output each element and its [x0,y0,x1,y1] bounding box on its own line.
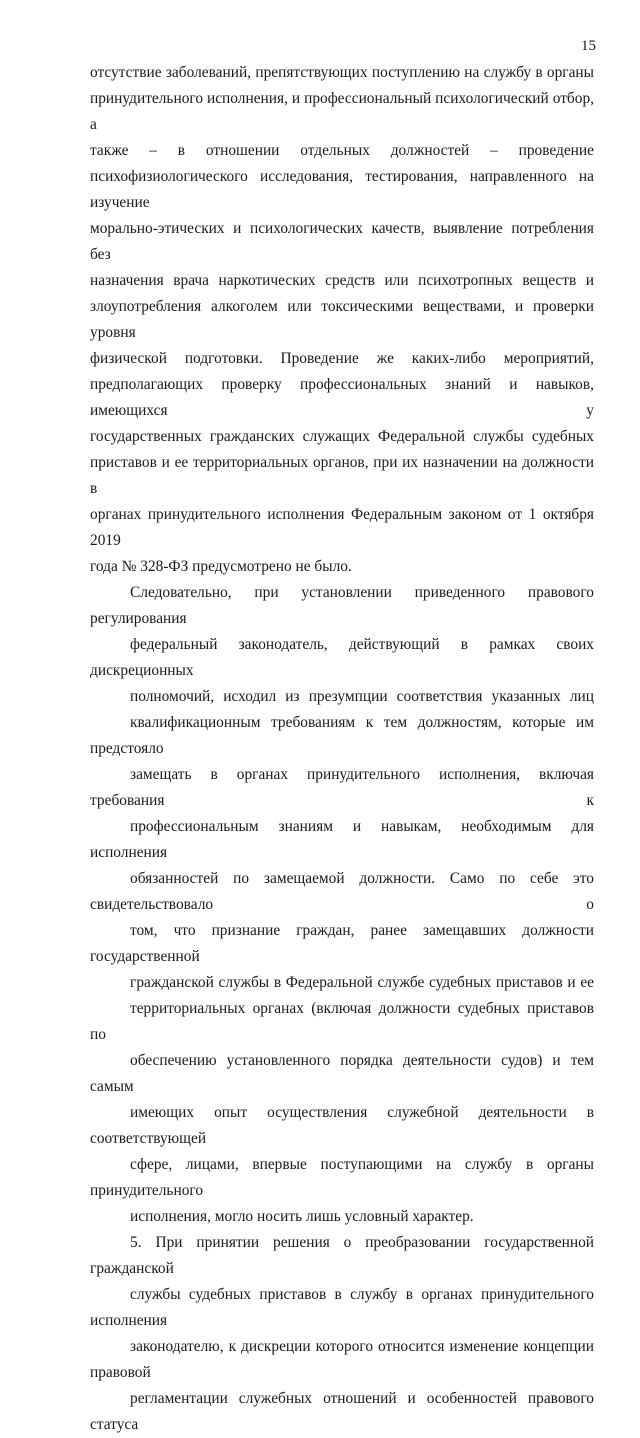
text-line: морально-этических и психологических качеств, выявление потребления без [90,220,594,263]
text-line: обязанностей по замещаемой должности. Само по себе это свидетельствовало о [90,870,594,913]
paragraph [90,60,594,580]
text-line: замещать в органах принудительного исполнения, включая требования к [90,766,594,809]
page-number: 15 [581,38,596,54]
text-line: том, что признание граждан, ранее замещавших должности государственной [90,922,594,965]
text-line: профессиональным знаниям и навыкам, необходимым для исполнения [90,818,594,861]
text-line: сфере, лицами, впервые поступающими на службу в органы принудительного [90,1156,594,1199]
text-line: Следовательно, при установлении приведенного правового регулирования [90,584,594,627]
text-line: физической подготовки. Проведение же каких-либо мероприятий, [90,350,594,367]
text-line: регламентации служебных отношений и особенностей правового статуса [90,1390,594,1433]
text-line: отсутствие заболеваний, препятствующих поступлению на службу в органы [90,64,594,81]
text-line: принудительного исполнения, и профессиональный психологический отбор, а [90,90,594,133]
text-line: государственных гражданских служащих Федеральной службы судебных [90,428,594,445]
text-line: квалификационным требованиям к тем должностям, которые им предстояло [90,714,594,757]
text-line: полномочий, исходил из презумпции соответствия указанных лиц [130,688,594,705]
text-line: предполагающих проверку профессиональных знаний и навыков, имеющихся у [90,376,594,419]
text-line: территориальных органах (включая должности судебных приставов по [90,1000,594,1043]
text-line: законодателю, к дискреции которого относится изменение концепции правовой [90,1338,594,1381]
text-line: 5. При принятии решения о преобразовании государственной гражданской [90,1234,594,1277]
paragraph [90,1230,594,1438]
text-line: органах принудительного исполнения Федеральным законом от 1 октября 2019 [90,506,594,549]
text-line: исполнения, могло носить лишь условный характер. [130,1208,474,1225]
text-line: года № 328-ФЗ предусмотрено не было. [90,558,352,575]
text-line: обеспечению установленного порядка деятельности судов) и тем самым [90,1052,594,1095]
text-line: имеющих опыт осуществления служебной деятельности в соответствующей [90,1104,594,1147]
text-line: службы судебных приставов в службу в органах принудительного исполнения [90,1286,594,1329]
text-line: также – в отношении отдельных должностей – проведение [90,142,594,159]
text-line: приставов и ее территориальных органов, при их назначении на должности в [90,454,594,497]
text-line: федеральный законодатель, действующий в рамках своих дискреционных [90,636,594,679]
text-line: психофизиологического исследования, тестирования, направленного на изучение [90,168,594,211]
paragraph [90,580,594,1230]
document-body [90,60,594,1438]
text-line: злоупотребления алкоголем или токсическими веществами, и проверки уровня [90,298,594,341]
text-line: гражданской службы в Федеральной службе судебных приставов и ее [130,974,594,991]
text-line: назначения врача наркотических средств или психотропных веществ и [90,272,594,289]
